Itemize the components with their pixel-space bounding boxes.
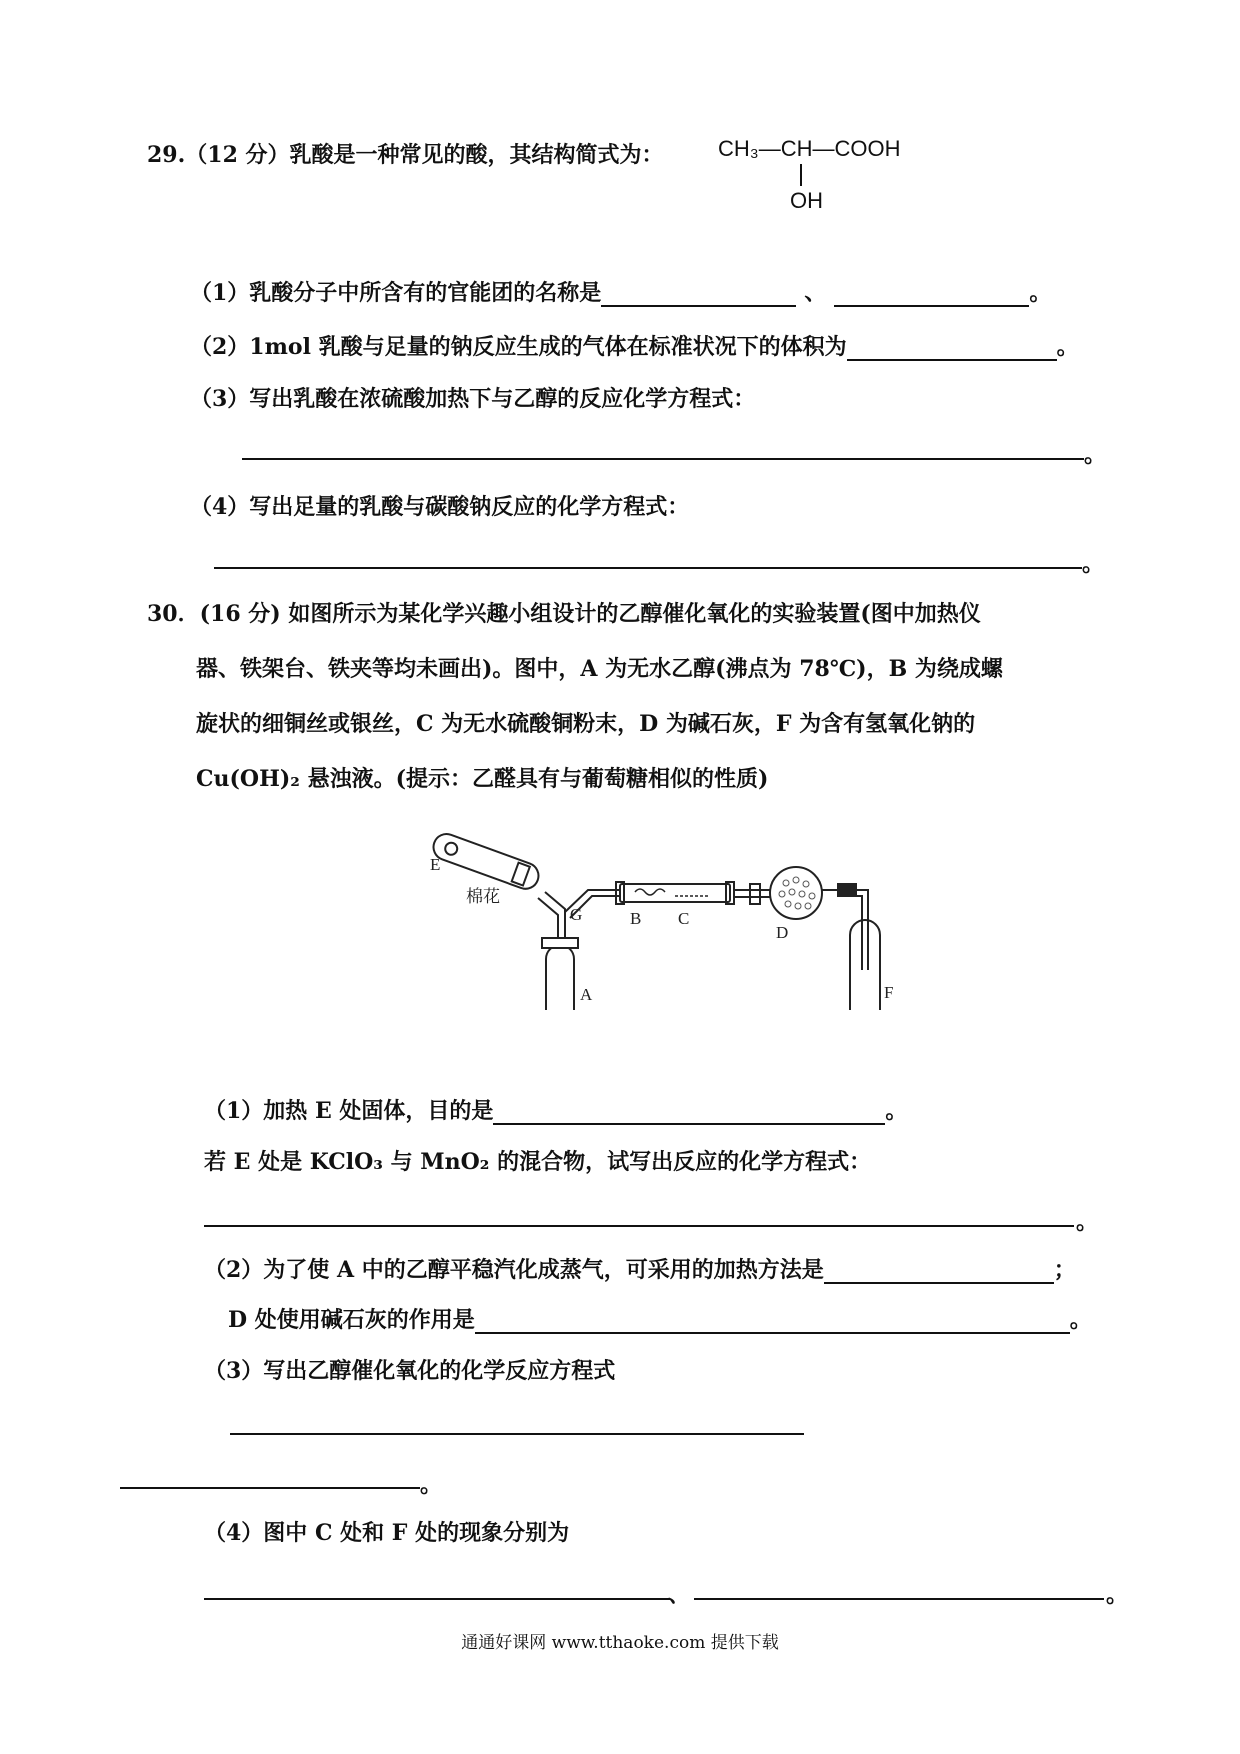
q29-part2-text: （2）1mol 乳酸与足量的钠反应生成的气体在标准状况下的体积为 (190, 334, 847, 360)
answer-blank[interactable] (493, 1099, 885, 1125)
period: 。 (1029, 280, 1052, 306)
period: 。 (885, 1098, 908, 1124)
q30-part1b: 若 E 处是 KClO₃ 与 MnO₂ 的混合物，试写出反应的化学方程式： (204, 1149, 872, 1175)
q29-number: 29. (147, 142, 186, 168)
answer-blank[interactable] (601, 281, 796, 307)
period: 。 (1106, 1582, 1129, 1608)
q29-part1 (190, 276, 1051, 307)
separator: 、 (668, 1582, 691, 1608)
q29-title-text: （12 分）乳酸是一种常见的酸，其结构简式为： (185, 142, 664, 168)
q30-intro-3: 旋状的细铜丝或银丝，C 为无水硫酸铜粉末，D 为碱石灰，F 为含有氢氧化钠的 (196, 711, 976, 737)
answer-line[interactable] (214, 567, 1082, 569)
label-cotton: 棉花 (466, 887, 500, 906)
q30-intro-2: 器、铁架台、铁夹等均未画出)。图中，A 为无水乙醇(沸点为 78℃)，B 为绕成螺 (196, 656, 1003, 682)
q30-part4: （4）图中 C 处和 F 处的现象分别为 (204, 1520, 570, 1546)
period: 。 (1084, 442, 1107, 468)
lactic-acid-oh: OH (790, 188, 823, 213)
label-d: D (776, 923, 789, 942)
q29-title (147, 138, 664, 169)
tube-bc (620, 884, 730, 902)
tube-a (546, 945, 574, 1010)
period: 。 (1076, 1209, 1099, 1235)
connector-tube-g (538, 898, 558, 938)
label-g: G (570, 905, 583, 924)
q30-part1-text: （1）加热 E 处固体，目的是 (204, 1098, 494, 1124)
q30-part2-text: （2）为了使 A 中的乙醇平稳汽化成蒸气，可采用的加热方法是 (204, 1257, 824, 1283)
page-footer: 通通好课网 www.tthaoke.com 提供下载 (461, 1633, 779, 1653)
label-f: F (884, 983, 894, 1002)
label-a: A (580, 985, 593, 1004)
q29-part3 (190, 382, 755, 413)
label-e: E (430, 855, 441, 874)
answer-line[interactable] (694, 1598, 1104, 1600)
q30-part2b-text: D 处使用碱石灰的作用是 (228, 1307, 475, 1333)
period: 。 (1082, 551, 1105, 577)
semicolon: ； (1053, 1257, 1076, 1283)
answer-line[interactable] (242, 458, 1084, 460)
q29-part2 (190, 330, 1079, 361)
q29-part3-text: （3）写出乳酸在浓硫酸加热下与乙醇的反应化学方程式： (190, 386, 756, 412)
answer-blank[interactable] (475, 1308, 1070, 1334)
q30-part2b (228, 1303, 1092, 1334)
q30-intro-4: Cu(OH)₂ 悬浊液。(提示：乙醛具有与葡萄糖相似的性质) (196, 766, 769, 792)
q29-part4-text: （4）写出足量的乳酸与碳酸钠反应的化学方程式： (190, 494, 690, 520)
answer-line[interactable] (230, 1433, 804, 1435)
period: 。 (420, 1472, 443, 1498)
q29-part1-text: （1）乳酸分子中所含有的官能团的名称是 (190, 280, 602, 306)
answer-line[interactable] (120, 1487, 420, 1489)
answer-blank[interactable] (834, 281, 1029, 307)
period: 。 (1069, 1307, 1092, 1333)
formula-bond (800, 164, 802, 186)
tube-f (850, 920, 880, 1010)
q30-part1 (204, 1094, 907, 1125)
q30-part2 (204, 1253, 1076, 1284)
answer-line[interactable] (204, 1598, 670, 1600)
label-b: B (630, 909, 642, 928)
bulb-d (770, 867, 822, 919)
period: 。 (1056, 334, 1079, 360)
lactic-acid-formula: CH₃—CH—COOH (718, 136, 901, 161)
tube-e (430, 830, 542, 892)
answer-blank[interactable] (847, 335, 1057, 361)
answer-blank[interactable] (824, 1258, 1054, 1284)
answer-line[interactable] (204, 1225, 1074, 1227)
q30-intro-1: 30．(16 分) 如图所示为某化学兴趣小组设计的乙醇催化氧化的实验装置(图中加热仪 (147, 601, 981, 627)
label-c: C (678, 909, 690, 928)
apparatus-diagram (420, 820, 900, 1010)
q30-part3: （3）写出乙醇催化氧化的化学反应方程式 (204, 1358, 616, 1384)
separator: 、 (804, 280, 827, 306)
q29-part4 (190, 490, 689, 521)
